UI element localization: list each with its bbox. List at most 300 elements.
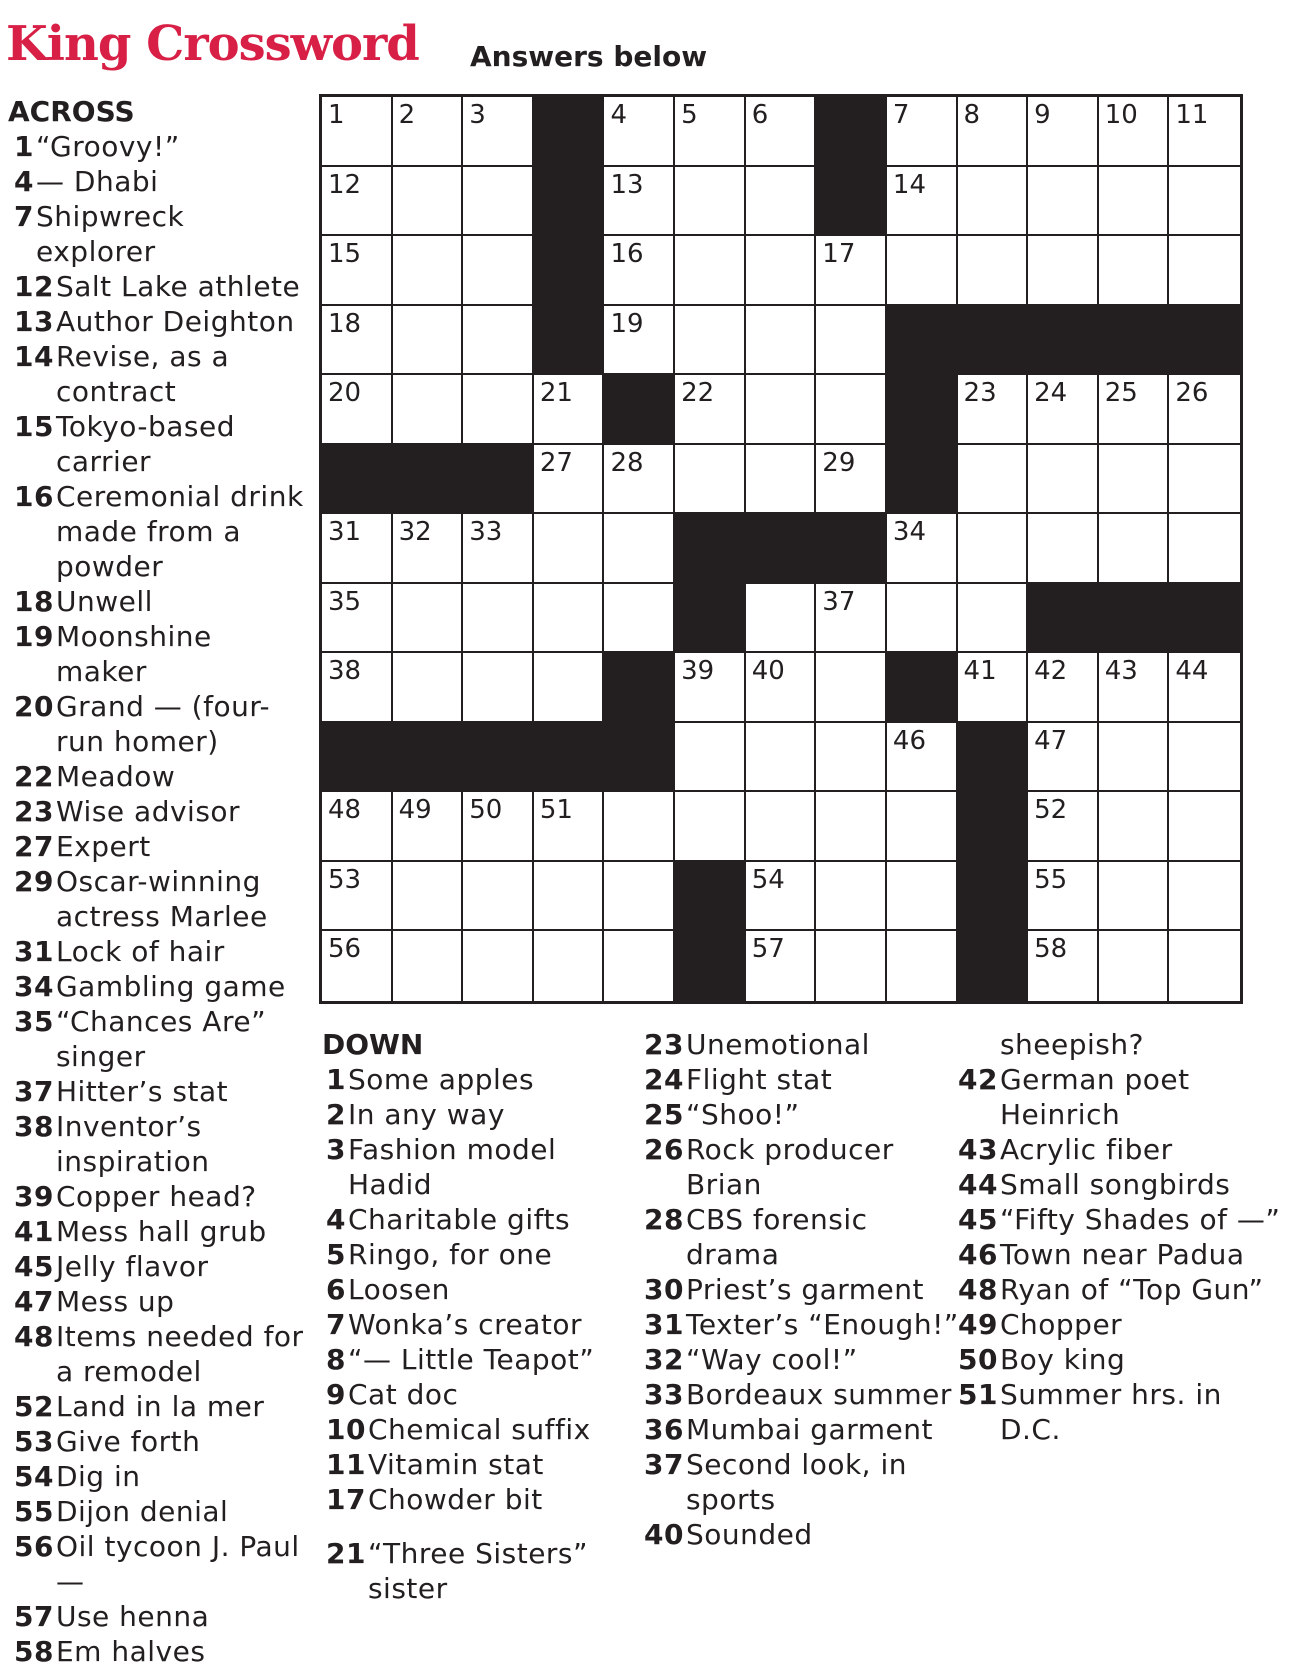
clue-text: Town near Padua [999, 1238, 1245, 1271]
clue-number: 46 [958, 1238, 998, 1271]
clue-number: 13 [14, 305, 54, 338]
grid-cell[interactable] [746, 306, 817, 376]
across-clue-list [8, 94, 308, 1669]
clue-item [8, 969, 308, 1004]
grid-cell[interactable] [393, 653, 464, 723]
grid-cell[interactable] [534, 653, 605, 723]
clue-text: Some apples [347, 1063, 535, 1096]
clue-number: 19 [14, 620, 54, 653]
grid-cell[interactable] [675, 375, 746, 445]
clue-number: 2 [326, 1098, 346, 1131]
across-heading: ACROSS [8, 95, 135, 128]
grid-block [463, 723, 534, 793]
clue-item [644, 1342, 959, 1377]
grid-cell[interactable] [534, 514, 605, 584]
grid-cell[interactable] [675, 445, 746, 515]
clue-item [8, 1319, 308, 1389]
grid-cell[interactable] [816, 792, 887, 862]
grid-cell[interactable] [1028, 653, 1099, 723]
grid-cell[interactable] [322, 306, 393, 376]
grid-cell[interactable] [1099, 236, 1170, 306]
grid-block [675, 584, 746, 654]
clue-number: 48 [14, 1320, 54, 1353]
grid-cell[interactable] [1028, 375, 1099, 445]
grid-cell[interactable] [887, 236, 958, 306]
grid-cell[interactable] [1028, 167, 1099, 237]
clue-item [8, 269, 308, 304]
grid-cell[interactable] [1028, 792, 1099, 862]
clue-text: “Way cool!” [685, 1343, 858, 1376]
grid-cell[interactable] [322, 167, 393, 237]
grid-cell[interactable] [604, 236, 675, 306]
clue-number: 23 [14, 795, 54, 828]
cell-number: 9 [1034, 100, 1051, 130]
grid-cell[interactable] [887, 792, 958, 862]
clue-item [8, 619, 308, 689]
clue-number: 31 [644, 1308, 684, 1341]
clue-number: 57 [14, 1600, 54, 1633]
grid-cell[interactable] [887, 862, 958, 932]
grid-cell[interactable] [746, 584, 817, 654]
clue-item [958, 1272, 1288, 1307]
grid-block [604, 723, 675, 793]
grid-cell[interactable] [1169, 862, 1240, 932]
grid-cell[interactable] [675, 723, 746, 793]
grid-cell[interactable] [1169, 792, 1240, 862]
grid-block [463, 445, 534, 515]
clue-text: “Fifty Shades of —” [999, 1203, 1281, 1236]
grid-cell[interactable] [463, 514, 534, 584]
cell-number: 23 [963, 378, 997, 409]
grid-cell[interactable] [322, 792, 393, 862]
cell-number: 7 [892, 100, 910, 130]
grid-cell[interactable] [1169, 653, 1240, 723]
grid-cell[interactable] [958, 514, 1029, 584]
clue-item [958, 1132, 1288, 1167]
cell-number: 47 [1034, 725, 1068, 756]
clue-number: 22 [14, 760, 54, 793]
grid-cell[interactable] [463, 931, 534, 1001]
clue-text: — Dhabi [35, 165, 159, 198]
grid-cell[interactable] [463, 306, 534, 376]
clue-text: Summer hrs. in D.C. [999, 1378, 1222, 1446]
grid-cell[interactable] [816, 931, 887, 1001]
grid-cell[interactable] [887, 723, 958, 793]
clue-item [8, 1459, 308, 1494]
grid-cell[interactable] [746, 445, 817, 515]
clue-text: In any way [347, 1098, 505, 1131]
grid-cell[interactable] [463, 584, 534, 654]
grid-cell[interactable] [1099, 445, 1170, 515]
clue-item [326, 1412, 641, 1447]
grid-cell[interactable] [1028, 931, 1099, 1001]
clue-text: Use henna [55, 1600, 210, 1633]
grid-cell[interactable] [746, 931, 817, 1001]
clue-number: 36 [644, 1413, 684, 1446]
grid-cell[interactable] [1169, 236, 1240, 306]
grid-cell[interactable] [675, 97, 746, 167]
clue-text: Cat doc [347, 1378, 459, 1411]
grid-cell[interactable] [816, 862, 887, 932]
grid-cell[interactable] [1169, 445, 1240, 515]
clue-item [8, 199, 308, 269]
clue-text: Second look, in sports [685, 1448, 907, 1516]
grid-cell[interactable] [675, 306, 746, 376]
grid-cell[interactable] [887, 514, 958, 584]
clue-text: Mess up [55, 1285, 175, 1318]
grid-cell[interactable] [746, 862, 817, 932]
clue-number: 37 [644, 1448, 684, 1481]
cell-number: 53 [328, 864, 362, 895]
clue-number: 12 [14, 270, 54, 303]
grid-cell[interactable] [675, 792, 746, 862]
clue-text: Loosen [347, 1273, 450, 1306]
grid-cell[interactable] [1169, 97, 1240, 167]
clue-number: 48 [958, 1273, 998, 1306]
grid-cell[interactable] [463, 167, 534, 237]
cell-number: 40 [751, 656, 785, 687]
clue-text: Chopper [999, 1308, 1123, 1341]
grid-cell[interactable] [322, 931, 393, 1001]
across-items [8, 129, 308, 1669]
clue-number: 3 [326, 1133, 346, 1166]
clue-number: 31 [14, 935, 54, 968]
grid-cell[interactable] [393, 792, 464, 862]
grid-cell[interactable] [393, 931, 464, 1001]
grid-cell[interactable] [393, 514, 464, 584]
grid-cell[interactable] [887, 97, 958, 167]
cell-number: 14 [892, 169, 927, 200]
clue-item [8, 1004, 308, 1074]
grid-block [958, 723, 1029, 793]
grid-block [1169, 584, 1240, 654]
clue-number: 26 [644, 1133, 684, 1166]
grid-cell[interactable] [604, 167, 675, 237]
grid-cell[interactable] [1099, 375, 1170, 445]
grid-cell[interactable] [816, 584, 887, 654]
grid-block [1099, 306, 1170, 376]
grid-block [958, 306, 1029, 376]
clue-item [326, 1447, 641, 1482]
clue-number: 30 [644, 1273, 684, 1306]
clue-item [8, 1389, 308, 1424]
grid-cell[interactable] [1099, 97, 1170, 167]
grid-cell[interactable] [534, 931, 605, 1001]
grid-cell[interactable] [1028, 236, 1099, 306]
clue-item [644, 1027, 959, 1062]
clue-item [326, 1536, 641, 1606]
clue-text: Expert [55, 830, 151, 863]
grid-cell[interactable] [1169, 375, 1240, 445]
clue-number: 39 [14, 1180, 54, 1213]
grid-cell[interactable] [1099, 653, 1170, 723]
clue-number: 14 [14, 340, 54, 373]
clue-text: Wonka’s creator [347, 1308, 582, 1341]
grid-block [816, 97, 887, 167]
grid-cell[interactable] [746, 97, 817, 167]
grid-cell[interactable] [1169, 931, 1240, 1001]
clue-text: Ceremonial drink made from a powder [55, 480, 304, 583]
clue-number: 29 [14, 865, 54, 898]
grid-cell[interactable] [746, 375, 817, 445]
grid-cell[interactable] [1099, 792, 1170, 862]
grid-cell[interactable] [393, 97, 464, 167]
clue-item [8, 1529, 308, 1599]
clue-text: Inventor’s inspiration [55, 1110, 210, 1178]
grid-block [604, 653, 675, 723]
grid-cell[interactable] [746, 723, 817, 793]
grid-block [322, 445, 393, 515]
clue-number: 7 [14, 200, 34, 233]
grid-cell[interactable] [604, 97, 675, 167]
cell-number: 35 [328, 586, 362, 617]
grid-block [816, 167, 887, 237]
grid-cell[interactable] [1169, 167, 1240, 237]
grid-cell[interactable] [534, 584, 605, 654]
clue-item [326, 1377, 641, 1412]
clue-number: 5 [326, 1238, 346, 1271]
grid-cell[interactable] [322, 97, 393, 167]
clue-text: Dig in [55, 1460, 141, 1493]
clue-text: Em halves [55, 1635, 206, 1668]
grid-cell[interactable] [322, 514, 393, 584]
grid-cell[interactable] [534, 792, 605, 862]
cell-number: 8 [963, 100, 981, 130]
clue-item [644, 1062, 959, 1097]
grid-cell[interactable] [322, 236, 393, 306]
clue-text: Chemical suffix [367, 1413, 591, 1446]
grid-block [887, 445, 958, 515]
clue-number: 23 [644, 1028, 684, 1061]
clue-item [8, 864, 308, 934]
cell-number: 32 [398, 517, 432, 548]
clue-number: 20 [14, 690, 54, 723]
cell-number: 2 [398, 100, 416, 130]
grid-cell[interactable] [463, 792, 534, 862]
grid-cell[interactable] [393, 167, 464, 237]
clue-number: 34 [14, 970, 54, 1003]
clue-item [644, 1132, 959, 1202]
clue-number: 49 [958, 1308, 998, 1341]
grid-cell[interactable] [887, 167, 958, 237]
grid-block [534, 723, 605, 793]
clue-item [8, 479, 308, 584]
grid-cell[interactable] [816, 306, 887, 376]
clue-item [326, 1132, 641, 1202]
clue-number: 10 [326, 1413, 366, 1446]
clue-item [8, 1424, 308, 1459]
grid-cell[interactable] [322, 375, 393, 445]
clue-item [8, 339, 308, 409]
clue-item [8, 1634, 308, 1669]
clue-text: CBS forensic drama [685, 1203, 868, 1271]
clue-text: Rock producer Brian [685, 1133, 894, 1201]
cell-number: 19 [610, 308, 644, 339]
grid-cell[interactable] [463, 862, 534, 932]
grid-cell[interactable] [393, 375, 464, 445]
clue-item [326, 1307, 641, 1342]
cell-number: 46 [892, 725, 927, 756]
grid-block [1099, 584, 1170, 654]
grid-cell[interactable] [816, 723, 887, 793]
clue-text: Meadow [55, 760, 176, 793]
clue-number: 56 [14, 1530, 54, 1563]
grid-cell[interactable] [1099, 167, 1170, 237]
crossword-grid [319, 94, 1243, 1004]
grid-cell[interactable] [1099, 862, 1170, 932]
clue-item [326, 1202, 641, 1237]
grid-cell[interactable] [463, 97, 534, 167]
grid-cell[interactable] [463, 375, 534, 445]
clue-text: German poet Heinrich [999, 1063, 1190, 1131]
grid-cell[interactable] [746, 653, 817, 723]
cell-number: 12 [328, 169, 362, 200]
grid-cell[interactable] [393, 584, 464, 654]
clue-text: Oscar-winning actress Marlee [55, 865, 268, 933]
clue-text: Charitable gifts [347, 1203, 571, 1236]
grid-cell[interactable] [393, 236, 464, 306]
clue-item [644, 1202, 959, 1272]
grid-block [1028, 306, 1099, 376]
grid-cell[interactable] [322, 862, 393, 932]
grid-cell[interactable] [604, 931, 675, 1001]
grid-cell[interactable] [816, 375, 887, 445]
clue-text: Fashion model Hadid [347, 1133, 557, 1201]
grid-cell[interactable] [746, 792, 817, 862]
clue-item [958, 1342, 1288, 1377]
cell-number: 43 [1104, 656, 1138, 687]
clue-number: 8 [326, 1343, 346, 1376]
clue-item [8, 1599, 308, 1634]
grid-cell[interactable] [604, 862, 675, 932]
clue-number: 42 [958, 1063, 998, 1096]
clue-text: Author Deighton [55, 305, 295, 338]
clue-item [958, 1167, 1288, 1202]
clue-text: Boy king [999, 1343, 1126, 1376]
grid-cell[interactable] [958, 584, 1029, 654]
cell-number: 4 [610, 100, 627, 130]
cell-number: 20 [328, 378, 362, 409]
clue-number: 35 [14, 1005, 54, 1038]
grid-cell[interactable] [958, 375, 1029, 445]
grid-block [534, 236, 605, 306]
clue-text: Flight stat [685, 1063, 833, 1096]
cell-number: 22 [681, 378, 715, 409]
grid-cell[interactable] [816, 653, 887, 723]
clue-number: 6 [326, 1273, 346, 1306]
grid-cell[interactable] [604, 306, 675, 376]
clue-text: “Shoo!” [685, 1098, 800, 1131]
grid-cell[interactable] [887, 584, 958, 654]
clue-text: Hitter’s stat [55, 1075, 229, 1108]
clue-text: Vitamin stat [367, 1448, 544, 1481]
grid-cell[interactable] [746, 236, 817, 306]
grid-cell[interactable] [958, 167, 1029, 237]
grid-block [887, 375, 958, 445]
grid-cell[interactable] [1028, 514, 1099, 584]
grid-cell[interactable] [958, 445, 1029, 515]
clue-text: Lock of hair [55, 935, 225, 968]
grid-cell[interactable] [675, 653, 746, 723]
clue-text: Mumbai garment [685, 1413, 933, 1446]
grid-cell[interactable] [675, 167, 746, 237]
grid-cell[interactable] [322, 653, 393, 723]
grid-cell[interactable] [534, 862, 605, 932]
cell-number: 15 [328, 239, 362, 270]
grid-cell[interactable] [604, 584, 675, 654]
grid-block [958, 931, 1029, 1001]
grid-cell[interactable] [463, 236, 534, 306]
grid-cell[interactable] [1099, 723, 1170, 793]
grid-cell[interactable] [1028, 445, 1099, 515]
grid-cell[interactable] [604, 792, 675, 862]
grid-cell[interactable] [1099, 931, 1170, 1001]
grid-cell[interactable] [675, 236, 746, 306]
clue-text: Land in la mer [55, 1390, 265, 1423]
clue-text: Unemotional [685, 1028, 870, 1061]
clue-number: 24 [644, 1063, 684, 1096]
clue-item [958, 1062, 1288, 1132]
clue-text: Dijon denial [55, 1495, 229, 1528]
grid-cell[interactable] [958, 236, 1029, 306]
grid-cell[interactable] [1028, 862, 1099, 932]
cell-number: 16 [610, 239, 644, 270]
grid-cell[interactable] [1028, 97, 1099, 167]
grid-cell[interactable] [393, 862, 464, 932]
grid-cell[interactable] [1169, 723, 1240, 793]
grid-cell[interactable] [604, 445, 675, 515]
grid-cell[interactable] [463, 653, 534, 723]
grid-cell[interactable] [887, 931, 958, 1001]
cell-number: 33 [469, 517, 503, 548]
cell-number: 11 [1175, 100, 1209, 130]
grid-block [675, 514, 746, 584]
clue-number: 51 [958, 1378, 998, 1411]
clue-text: Jelly flavor [55, 1250, 209, 1283]
grid-cell[interactable] [1099, 514, 1170, 584]
clue-item [8, 829, 308, 864]
clue-text: Give forth [55, 1425, 201, 1458]
grid-cell[interactable] [816, 445, 887, 515]
grid-cell[interactable] [604, 514, 675, 584]
clue-item [8, 1074, 308, 1109]
down-heading: DOWN [322, 1028, 424, 1061]
cell-number: 10 [1104, 100, 1138, 130]
grid-block [675, 931, 746, 1001]
cell-number: 51 [539, 795, 573, 826]
cell-number: 6 [751, 100, 769, 130]
grid-block [534, 167, 605, 237]
grid-cell[interactable] [1169, 514, 1240, 584]
grid-cell[interactable] [534, 445, 605, 515]
grid-cell[interactable] [534, 375, 605, 445]
cell-number: 58 [1034, 934, 1068, 965]
clue-item [8, 409, 308, 479]
grid-cell[interactable] [322, 584, 393, 654]
cell-number: 28 [610, 447, 644, 478]
grid-cell[interactable] [958, 97, 1029, 167]
clue-item [644, 1272, 959, 1307]
grid-cell[interactable] [746, 167, 817, 237]
grid-cell[interactable] [816, 236, 887, 306]
clue-item [8, 1109, 308, 1179]
clue-item [326, 1272, 641, 1307]
grid-cell[interactable] [1028, 723, 1099, 793]
grid-cell[interactable] [958, 653, 1029, 723]
grid-cell[interactable] [393, 306, 464, 376]
grid-block [887, 306, 958, 376]
clue-number: 54 [14, 1460, 54, 1493]
